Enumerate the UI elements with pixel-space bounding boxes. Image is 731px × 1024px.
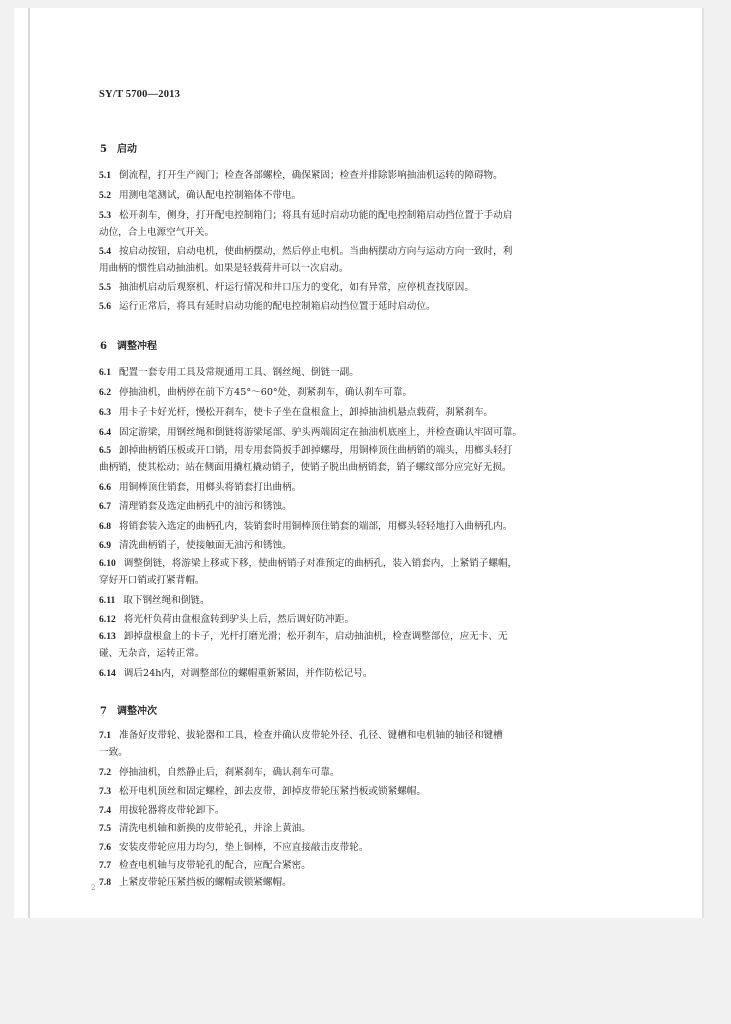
clause-5-1 [99, 167, 634, 184]
clause-7-8 [99, 874, 634, 891]
clause-text: 用卡子卡好光杆，慢松开刹车，使卡子坐在盘根盒上，卸掉抽油机悬点载荷，刹紧刹车。 [119, 407, 494, 418]
clause-7-3 [99, 783, 634, 800]
clause-text: 安装皮带轮应用力均匀，垫上铜棒，不应直接敲击皮带轮。 [119, 842, 369, 853]
clause-text-continued: 一致。 [99, 747, 128, 758]
clause-6-2 [99, 384, 634, 401]
clause-number: 7.6 [99, 842, 111, 853]
clause-text: 清洗电机轴和新换的皮带轮孔，并涂上黄油。 [119, 823, 311, 834]
clause-6-14 [99, 665, 634, 682]
clause-number: 6.7 [99, 501, 111, 512]
clause-number: 5.5 [99, 282, 111, 293]
clause-number: 6.4 [99, 427, 111, 438]
clause-number: 6.2 [99, 387, 111, 398]
clause-number: 6.9 [99, 540, 111, 551]
clause-6-1 [99, 364, 634, 381]
clause-7-4 [99, 802, 634, 819]
clause-text: 松开刹车，侧身，打开配电控制箱门；将具有延时启动功能的配电控制箱启动挡位置于手动启 [119, 210, 513, 221]
section-title-7: 7 调整冲次 [100, 706, 157, 717]
clause-6-5 [99, 442, 634, 476]
clause-7-1 [99, 727, 634, 761]
clause-number: 6.5 [99, 445, 111, 456]
clause-text: 抽油机启动后观察机、杆运行情况和井口压力的变化，如有异常，应停机查找原因。 [119, 282, 474, 293]
clause-text-continued: 穿好开口销或打紧背帽。 [99, 575, 205, 586]
clause-text: 清理销套及选定曲柄孔中的油污和锈蚀。 [119, 501, 292, 512]
clause-5-3 [99, 207, 634, 241]
clause-text: 停抽油机，曲柄停在前下方45°～60°处，刹紧刹车，确认刹车可靠。 [119, 387, 413, 398]
clause-text: 固定游梁，用钢丝绳和倒链将游梁尾部、驴头两端固定在抽油机底座上，并检查确认牢固可靠。 [119, 427, 522, 438]
clause-6-9 [99, 537, 634, 554]
clause-number: 6.1 [99, 367, 111, 378]
clause-5-5 [99, 279, 634, 296]
clause-5-6 [99, 298, 634, 315]
clause-7-7 [99, 857, 634, 874]
clause-text: 准备好皮带轮、拔轮器和工具，检查并确认皮带轮外径、孔径、键槽和电机轴的轴径和键槽 [119, 730, 503, 741]
clause-7-5 [99, 820, 634, 837]
clause-number: 7.3 [99, 786, 111, 797]
page-binding-shadow [28, 8, 30, 918]
clause-5-4 [99, 243, 634, 277]
clause-text: 取下钢丝绳和倒链。 [123, 595, 210, 606]
clause-number: 5.2 [99, 190, 111, 201]
clause-number: 6.3 [99, 407, 111, 418]
clause-text: 调后24h内，对调整部位的螺帽重新紧固，并作防松记号。 [123, 668, 373, 679]
clause-text: 用测电笔测试，确认配电控制箱体不带电。 [119, 190, 302, 201]
clause-number: 7.2 [99, 767, 111, 778]
clause-text: 用铜棒顶住销套，用榔头将销套打出曲柄。 [119, 482, 302, 493]
clause-7-6 [99, 839, 634, 856]
clause-text: 停抽油机，自然静止后，刹紧刹车，确认刹车可靠。 [119, 767, 340, 778]
clause-6-10 [99, 555, 634, 589]
clause-text-continued: 用曲柄的惯性启动抽油机。如果是轻载荷井可以一次启动。 [99, 263, 349, 274]
clause-6-6 [99, 479, 634, 496]
clause-6-7 [99, 498, 634, 515]
clause-number: 5.6 [99, 301, 111, 312]
clause-text: 按启动按钮，启动电机，使曲柄摆动，然后停止电机。当曲柄摆动方向与运动方向一致时，利 [119, 246, 513, 257]
clause-text: 卸掉盘根盒上的卡子，光杆打磨光滑；松开刹车，启动抽油机，检查调整部位，应无卡、无 [123, 631, 508, 642]
clause-number: 7.5 [99, 823, 111, 834]
clause-number: 7.1 [99, 730, 111, 741]
clause-number: 6.13 [99, 631, 116, 642]
clause-6-4 [99, 424, 634, 441]
clause-text: 倒流程，打开生产阀门；检查各部螺栓，确保紧固；检查并排除影响抽油机运转的障碍物。 [119, 170, 503, 181]
clause-text: 松开电机顶丝和固定螺栓，卸去皮带，卸掉皮带轮压紧挡板或锁紧螺帽。 [119, 786, 426, 797]
clause-6-11 [99, 592, 634, 609]
clause-6-13 [99, 628, 634, 662]
clause-number: 6.6 [99, 482, 111, 493]
clause-5-2 [99, 187, 634, 204]
page-number: 2 [91, 884, 96, 892]
standard-code-header: SY/T 5700—2013 [99, 89, 181, 100]
clause-text: 将光杆负荷由盘根盒转到驴头上后，然后调好防冲距。 [123, 614, 355, 625]
clause-number: 7.7 [99, 860, 111, 871]
clause-text: 运行正常后，将具有延时启动功能的配电控制箱启动挡位置于延时启动位。 [119, 301, 436, 312]
clause-text: 清洗曲柄销子，使接触面无油污和锈蚀。 [119, 540, 292, 551]
clause-text-continued: 碰、无杂音，运转正常。 [99, 648, 205, 659]
clause-number: 5.3 [99, 210, 111, 221]
clause-text-continued: 动位，合上电源空气开关。 [99, 227, 215, 238]
clause-text: 卸掉曲柄销压板或开口销，用专用套筒扳手卸掉螺母，用铜棒顶住曲柄销的端头，用榔头轻打 [119, 445, 513, 456]
clause-7-2 [99, 764, 634, 781]
clause-number: 6.10 [99, 558, 116, 569]
clause-number: 6.14 [99, 668, 116, 679]
clause-text: 上紧皮带轮压紧挡板的螺帽或锁紧螺帽。 [119, 877, 292, 888]
clause-6-12 [99, 611, 634, 628]
clause-number: 6.11 [99, 595, 116, 606]
clause-text: 调整倒链，将游梁上移或下移，使曲柄销子对准预定的曲柄孔，装入销套内，上紧销子螺帽， [123, 558, 518, 569]
clause-text-continued: 曲柄销，使其松动；站在侧面用撬杠撬动销子，使销子脱出曲柄销套，销子螺纹部分应完好无损。 [99, 462, 512, 473]
clause-number: 7.4 [99, 805, 111, 816]
clause-text: 配置一套专用工具及常规通用工具、钢丝绳、倒链一副。 [119, 367, 359, 378]
clause-number: 6.12 [99, 614, 116, 625]
clause-number: 5.4 [99, 246, 111, 257]
clause-6-3 [99, 404, 634, 421]
section-title-6: 6 调整冲程 [100, 341, 157, 352]
clause-number: 6.8 [99, 521, 111, 532]
clause-text: 用拔轮器将皮带轮卸下。 [119, 805, 225, 816]
clause-6-8 [99, 518, 634, 535]
clause-number: 7.8 [99, 877, 111, 888]
page-right-edge [702, 8, 704, 918]
clause-number: 5.1 [99, 170, 111, 181]
clause-text: 检查电机轴与皮带轮孔的配合，应配合紧密。 [119, 860, 311, 871]
section-title-5: 5 启动 [100, 144, 137, 155]
clause-text: 将销套装入选定的曲柄孔内，装销套时用铜棒顶住销套的端部，用榔头轻轻地打入曲柄孔内。 [119, 521, 513, 532]
